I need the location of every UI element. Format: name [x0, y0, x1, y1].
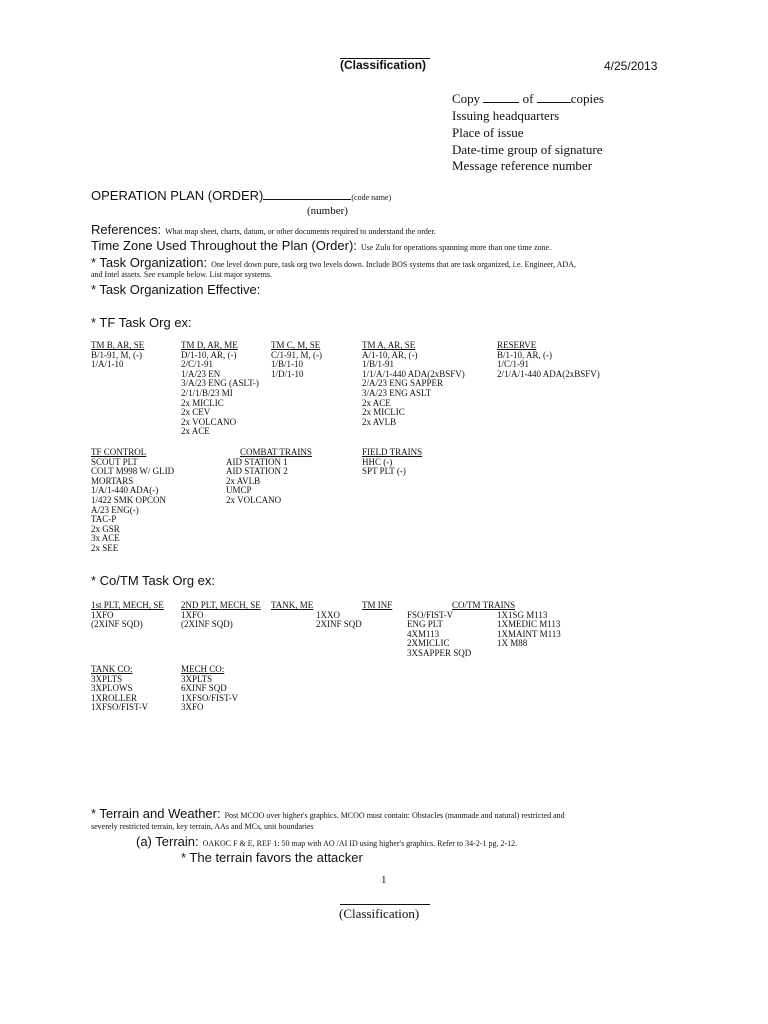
tf-column-item: 2x SEE [91, 542, 119, 553]
co-column-item: 2XINF SQD [316, 619, 362, 630]
tf-column-tm-b [91, 341, 144, 370]
tf-column-tm-c [271, 341, 322, 379]
issuing-hq: Issuing headquarters [452, 108, 560, 123]
tf-column-item: UMCP [226, 485, 252, 496]
terrain-point: * The terrain favors the attacker [181, 850, 363, 865]
terrain-sub-label: (a) Terrain: [136, 834, 199, 849]
references-text: What map sheet, charts, datum, or other documents required to understand the order. [165, 227, 436, 236]
co-trains-item: 1XMAINT M113 [497, 628, 561, 639]
co-column-header: TANK, ME [271, 600, 314, 610]
tf-column-item: 3x ACE [91, 533, 120, 544]
co-trains-item: 1X M88 [497, 638, 528, 649]
copy-line [452, 91, 604, 107]
terrain-weather-text-1: Post MCOO over higher's graphics. MCOO must contain: Obstacles (manmade and natural) restricted and [224, 811, 565, 820]
task-org-label: * Task Organization: [91, 255, 208, 270]
tf-column-item: HHC (-) [362, 456, 393, 467]
title-text: OPERATION PLAN (ORDER) [91, 188, 264, 203]
task-org-text-2: and Intel assets. See example below. List major systems. [91, 270, 272, 279]
co-column-item: 1XFO [181, 609, 204, 620]
terrain-weather-text-2: severely restricted terrain, key terrain, AAs and MCs, unit boundaries [91, 822, 314, 831]
co-column-item: (2XINF SQD) [181, 619, 233, 630]
tf-column-item: 2x ACE [362, 397, 391, 408]
co-column-tank [271, 601, 362, 630]
tf-column-item: 1/422 SMK OPCON [91, 494, 167, 505]
co-trains-item: 3XSAPPER SQD [407, 647, 472, 658]
tf-column-item: 1/1/A/1-440 ADA(2xBSFV) [362, 368, 465, 379]
tf-column-header: TF CONTROL [91, 447, 147, 457]
copy-prefix: Copy [452, 91, 481, 106]
tf-column-header: COMBAT TRAINS [240, 447, 312, 457]
co-column-item: 3XPLOWS [91, 683, 133, 694]
co-tank-co [91, 665, 148, 713]
tf-column-item: D/1-10, AR, (-) [181, 349, 237, 360]
tf-column-header: TM A, AR, SE [362, 340, 416, 350]
co-trains-item: ENG PLT [407, 619, 443, 630]
terrain-sub-text: OAKOC F & E, REF 1: 50 map with AO /AI ID using higher's graphics. Refer to 34-2-1 pg. 2-12. [202, 839, 518, 848]
tf-task-org-label: * TF Task Org ex: [91, 315, 192, 330]
co-column-header: TM INF [362, 600, 393, 610]
task-org-text-1: One level down pure, task org two levels down. Include BOS systems that are task organized, i.e. Engineer, ADA, [211, 260, 576, 269]
co-column-item: 1XFSO/FIST-V [91, 702, 149, 713]
co-trains-left [407, 611, 471, 659]
tf-column-item: AID STATION 1 [226, 456, 288, 467]
date-time-group: Date-time group of signature [452, 142, 603, 157]
tf-column-combat-trains [226, 448, 312, 506]
tf-column-header: TM D, AR, ME [181, 340, 238, 350]
tf-column-item: 2x VOLCANO [226, 494, 282, 505]
co-task-org-label: * Co/TM Task Org ex: [91, 573, 216, 588]
header-date: 4/25/2013 [604, 59, 658, 73]
co-column-item: 1XXO [316, 609, 340, 620]
tf-column-item: 1/A/1-440 ADA(-) [91, 485, 159, 496]
tf-column-item: B/1-10, AR, (-) [497, 349, 552, 360]
task-org-effective: * Task Organization Effective: [91, 282, 261, 297]
page-number: 1 [381, 874, 387, 886]
co-trains-header: CO/TM TRAINS [452, 600, 516, 610]
tf-column-item: COLT M998 W/ GLID [91, 466, 175, 477]
operation-plan-title [91, 188, 391, 203]
terrain-weather-line [91, 805, 565, 823]
tf-column-item: A/1-10, AR, (-) [362, 349, 418, 360]
tf-column-header: FIELD TRAINS [362, 447, 423, 457]
co-trains-right [497, 611, 561, 649]
tf-column-item: 1/D/1-10 [271, 368, 304, 379]
co-column-2nd-plt [181, 601, 261, 630]
tf-column-item: AID STATION 2 [226, 466, 288, 477]
tf-column-item: 2x GSR [91, 523, 120, 534]
time-zone-label: Time Zone Used Throughout the Plan (Order): [91, 238, 357, 253]
co-trains-item: 2XMICLIC [407, 638, 450, 649]
tf-column-item: 2x AVLB [226, 475, 261, 486]
tf-column-item: B/1-91, M, (-) [91, 349, 142, 360]
tf-column-item: 3/A/23 ENG (ASLT-) [181, 378, 259, 389]
tf-column-item: C/1-91, M, (-) [271, 349, 322, 360]
co-column-header: MECH CO: [181, 664, 225, 674]
tf-column-item: A/23 ENG(-) [91, 504, 139, 515]
tf-column-item: 1/A/1-10 [91, 359, 124, 370]
tf-column-item: 2x ACE [181, 426, 210, 437]
tf-column-header: TM C, M, SE [271, 340, 321, 350]
co-column-item: 3XPLTS [181, 673, 213, 684]
co-column-item: 1XFSO/FIST-V [181, 692, 239, 703]
tf-column-reserve [497, 341, 600, 379]
co-column-header: TANK CO: [91, 664, 133, 674]
co-column-item: 1XFO [91, 609, 114, 620]
copy-total-blank [537, 102, 571, 103]
tf-column-item: SPT PLT (-) [362, 466, 406, 477]
tf-column-tm-d [181, 341, 259, 437]
co-column-item: 3XFO [181, 702, 204, 713]
co-column-item: 1XROLLER [91, 692, 137, 703]
co-trains-item: 1X1SG M113 [497, 609, 548, 620]
co-column-item: (2XINF SQD) [91, 619, 143, 630]
tf-column-item: 2/1/A/1-440 ADA(2xBSFV) [497, 368, 600, 379]
tf-column-item: 2/C/1-91 [181, 359, 214, 370]
copy-number-blank [483, 102, 519, 103]
co-column-header: 2ND PLT, MECH, SE [181, 600, 261, 610]
message-reference: Message reference number [452, 158, 593, 173]
number-label: (number) [307, 205, 348, 217]
code-name-blank [263, 199, 351, 200]
tf-column-item: 2x MICLIC [181, 397, 224, 408]
tf-column-item: 2x VOLCANO [181, 416, 237, 427]
co-trains-item: 4XM113 [407, 628, 440, 639]
co-column-header: 1st PLT, MECH, SE [91, 600, 164, 610]
place-of-issue: Place of issue [452, 125, 524, 140]
tf-column-item: MORTARS [91, 475, 134, 486]
tf-column-tf-control [91, 448, 174, 554]
tf-column-item: SCOUT PLT [91, 456, 138, 467]
tf-column-header: TM B, AR, SE [91, 340, 145, 350]
co-column-item: 3XPLTS [91, 673, 123, 684]
footer-classification: (Classification) [339, 906, 420, 921]
references-label: References: [91, 222, 162, 237]
tf-column-item: 1/B/1-10 [271, 359, 304, 370]
tf-column-tm-a [362, 341, 465, 427]
tf-column-item: 1/A/23 EN [181, 368, 221, 379]
tf-column-item: 2/1/1/B/23 MI [181, 387, 233, 398]
tf-column-item: 3/A/23 ENG ASLT [362, 387, 432, 398]
tf-column-field-trains [362, 448, 422, 477]
tf-column-item: 1/C/1-91 [497, 359, 530, 370]
terrain-weather-label: * Terrain and Weather: [91, 806, 221, 821]
tf-column-header: RESERVE [497, 340, 537, 350]
tf-column-item: 1/B/1-91 [362, 359, 395, 370]
co-column-1st-plt [91, 601, 164, 630]
co-mech-co [181, 665, 238, 713]
tf-column-item: 2x AVLB [362, 416, 397, 427]
tf-column-item: TAC-P [91, 514, 117, 525]
code-name-label: (code name) [351, 193, 392, 202]
copy-of: of [522, 91, 534, 106]
time-zone-line [91, 237, 551, 255]
co-column-item: 6XINF SQD [181, 683, 227, 694]
co-column-tm-inf [362, 601, 392, 611]
classification-rule-bottom [340, 904, 430, 905]
tf-column-item: 2/A/23 ENG SAPPER [362, 378, 444, 389]
co-trains-item: FSO/FIST-V [407, 609, 454, 620]
tf-column-item: 2x CEV [181, 407, 211, 418]
time-zone-text: Use Zulu for operations spanning more than one time zone. [360, 243, 552, 252]
copy-suffix: copies [570, 91, 604, 106]
terrain-sub-line [136, 833, 517, 851]
tf-column-item: 2x MICLIC [362, 407, 405, 418]
header-classification: (Classification) [340, 58, 427, 72]
co-trains-item: 1XMEDIC M113 [497, 619, 561, 630]
